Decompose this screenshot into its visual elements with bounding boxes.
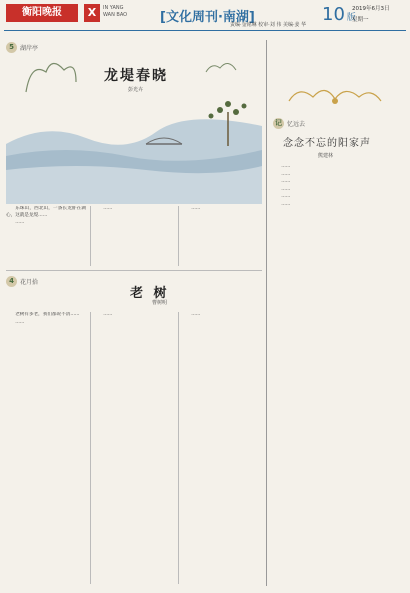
paragraph: …… bbox=[281, 164, 291, 169]
article-title-yang-jiasheng: 念念不忘的阳家声 bbox=[283, 138, 371, 149]
paragraph: …… bbox=[281, 201, 291, 207]
article-author: 熊建林 bbox=[318, 153, 334, 159]
paragraph: …… bbox=[281, 171, 291, 177]
article-column-3 bbox=[182, 206, 262, 266]
column-badge-icon: 记 bbox=[275, 119, 282, 127]
paragraph: …… bbox=[281, 186, 291, 192]
column-name: 忆远去 bbox=[287, 121, 306, 128]
paragraph: …… bbox=[15, 319, 25, 325]
article-author: 彭光卉 bbox=[128, 87, 144, 93]
column-divider bbox=[90, 312, 91, 584]
page-unit: 版 bbox=[346, 13, 356, 23]
section-name: 文化周刊·南湖 bbox=[165, 10, 249, 25]
section-divider bbox=[6, 270, 262, 271]
article-column-1 bbox=[6, 312, 86, 584]
masthead-rule bbox=[4, 30, 406, 31]
paragraph: …… bbox=[281, 194, 291, 200]
column-header-memory bbox=[273, 118, 305, 129]
issue-date: 2019年6月3日 bbox=[352, 6, 390, 12]
brand-logo: 衡阳晚报 bbox=[6, 4, 78, 22]
column-name: 湖岸亭 bbox=[20, 45, 39, 52]
page-number bbox=[322, 4, 356, 25]
paragraph: …… bbox=[103, 206, 113, 211]
article-title-dragon-dike: 龙堤春晓 bbox=[104, 68, 168, 84]
article-author: 曹树明 bbox=[152, 300, 168, 306]
editors-credit: 责编·金铭琳 校审·刘 伟 美编·姜 华 bbox=[230, 22, 307, 28]
column-badge-icon: 5 bbox=[6, 42, 17, 53]
article-column-3 bbox=[182, 312, 262, 584]
paragraph: …… bbox=[281, 179, 291, 185]
article-body bbox=[272, 164, 404, 586]
article-title-old-tree: 老 树 bbox=[130, 286, 170, 301]
column-divider bbox=[90, 206, 91, 266]
page-column-divider bbox=[266, 40, 267, 586]
page-number-value: 10 bbox=[322, 4, 345, 25]
paragraph: 东珠山，西北山，一条长龙卧在湖心，这就是龙堤…… bbox=[6, 206, 86, 218]
paragraph: …… bbox=[191, 206, 201, 211]
column-header-flower bbox=[6, 276, 38, 287]
column-name: 花月拾 bbox=[20, 279, 39, 286]
paragraph: …… bbox=[191, 312, 201, 317]
column-badge-icon: 4 bbox=[6, 276, 17, 287]
section-title: [文化周刊·南湖] bbox=[160, 10, 255, 25]
brand-mark: X bbox=[84, 4, 100, 22]
column-divider bbox=[178, 312, 179, 584]
paragraph: …… bbox=[103, 312, 113, 317]
article-column-2 bbox=[94, 206, 174, 266]
column-divider bbox=[178, 206, 179, 266]
article-column-2 bbox=[94, 312, 174, 584]
paragraph: …… bbox=[15, 220, 25, 226]
issue-weekday: 星期一 bbox=[352, 17, 369, 23]
article-column-1 bbox=[6, 206, 86, 266]
brand-subtitle: IN YANG WAN BAO bbox=[103, 5, 128, 18]
paragraph: 老树有多老，我们都说不清…… bbox=[15, 312, 80, 317]
masthead bbox=[0, 0, 410, 34]
